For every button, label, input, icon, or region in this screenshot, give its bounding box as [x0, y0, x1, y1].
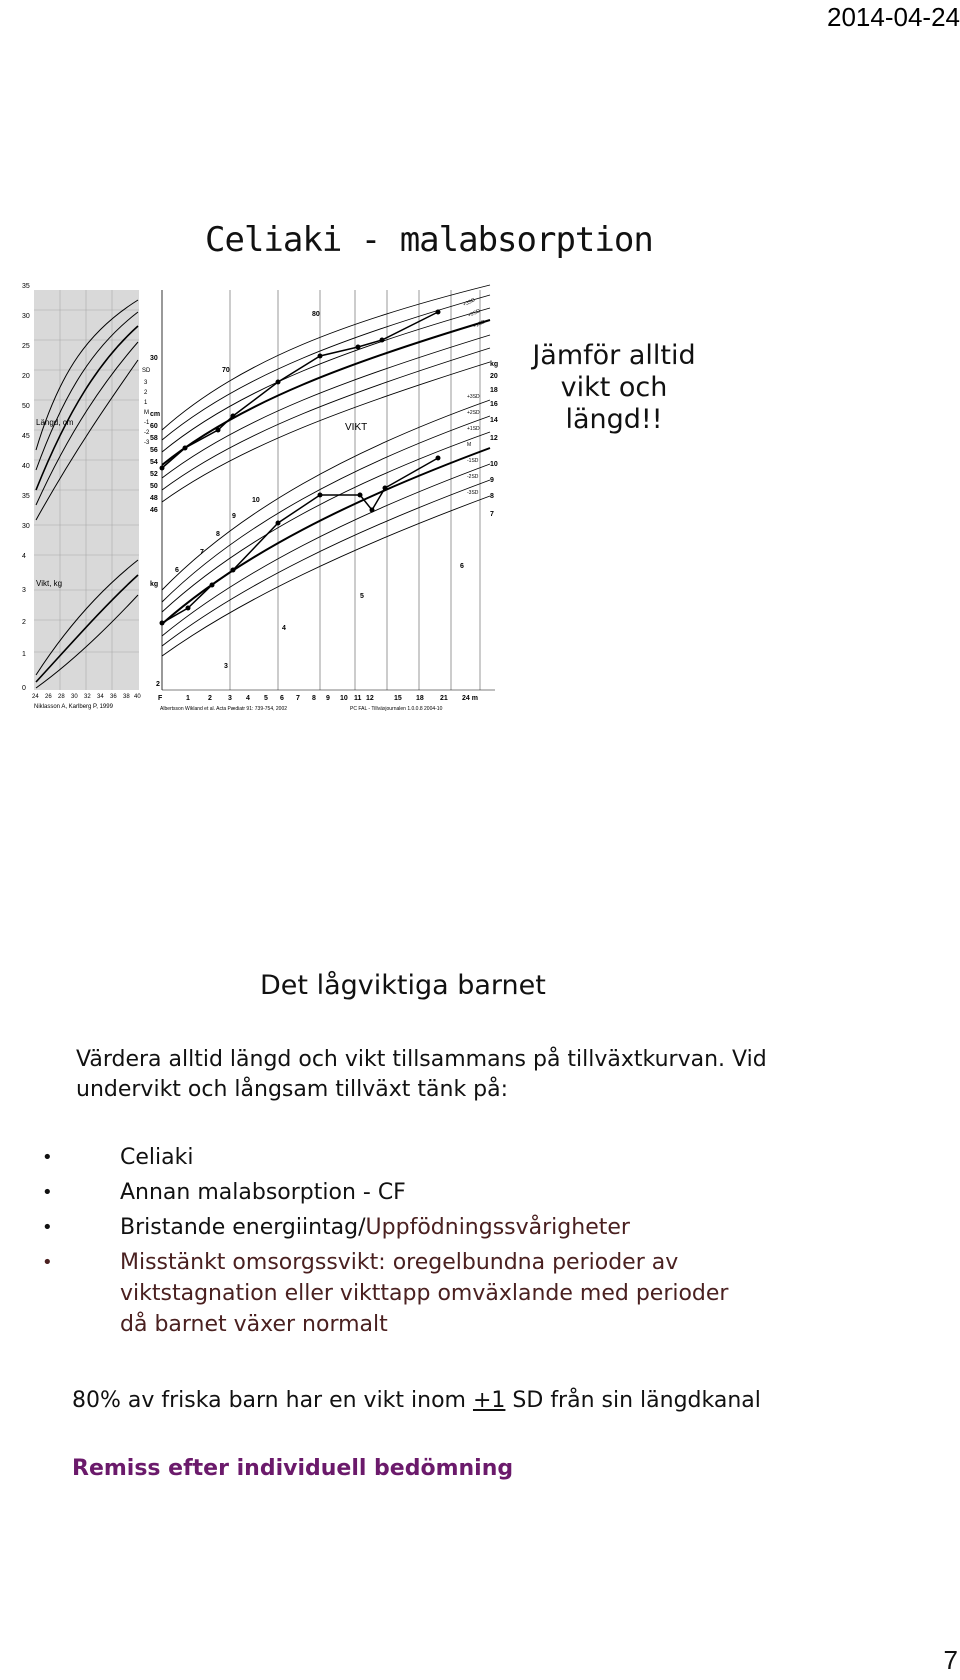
main-credit-left: Albertsson Wikland et al. Acta Pædiatr 91: 739-754, 2002: [160, 706, 288, 712]
patient-length-points: [160, 310, 441, 471]
left-weight-label: Vikt, kg: [36, 579, 63, 588]
sd-label: 2: [144, 390, 148, 396]
curve-label: -3SD: [467, 490, 479, 496]
weight-label: 9: [232, 513, 236, 520]
tick: 9: [326, 695, 330, 702]
tick: 35: [22, 283, 30, 290]
tick: 26: [45, 694, 52, 700]
weight-label: 2: [156, 681, 160, 688]
tick: 0: [22, 685, 26, 692]
curve-label: -1SD: [467, 458, 479, 464]
sd-note-plusminus: +1: [472, 1388, 506, 1413]
weight-label: kg: [490, 361, 499, 368]
curve-label: +1SD: [467, 426, 480, 432]
vikt-label: VIKT: [345, 422, 368, 433]
weight-label: 12: [490, 435, 498, 442]
main-credit-right: PC FAL - Tillväxjournalen 1.0.0.8 2004-10: [350, 706, 443, 712]
tick: 50: [22, 403, 30, 410]
main-x-ticks: [158, 695, 478, 702]
tick: 20: [22, 373, 30, 380]
length-label: 56: [150, 447, 158, 454]
weight-label: 6: [175, 567, 179, 574]
tick: 1: [186, 695, 190, 702]
list-item-text-emphasis: Uppfödningssvårigheter: [365, 1215, 630, 1240]
list-item-text: Celiaki: [120, 1145, 194, 1170]
sd-label: -2: [144, 430, 150, 436]
tick: F: [158, 695, 163, 702]
sd-label: SD: [142, 368, 151, 374]
tick: 2: [208, 695, 212, 702]
tick: 12: [366, 695, 374, 702]
list-item: [40, 1142, 760, 1173]
tick: 5: [264, 695, 268, 702]
left-y-ticks: [22, 283, 30, 692]
length-axis-labels: [150, 311, 320, 514]
weight-label: 4: [282, 625, 286, 632]
tick: 40: [134, 694, 141, 700]
weight-label: 10: [252, 497, 260, 504]
curve-label: -2SD: [467, 474, 479, 480]
header-date: 2014-04-24: [827, 2, 960, 32]
section-title: Det lågviktiga barnet: [260, 970, 546, 1001]
tick: 1: [22, 651, 26, 658]
length-label: 48: [150, 495, 158, 502]
bullet-icon: •: [42, 1217, 53, 1238]
length-label: 80: [312, 311, 320, 318]
tick: 34: [97, 694, 104, 700]
intro-text: Värdera alltid längd och vikt tillsammans på tillväxtkurvan. Vid undervikt och långsam tillväxt tänk på:: [76, 1047, 767, 1102]
tick: 2: [22, 619, 26, 626]
tick: 25: [22, 343, 30, 350]
length-label: 30: [150, 355, 158, 362]
weight-label: 20: [490, 373, 498, 380]
considerations-list: [40, 1142, 760, 1344]
tick: 21: [440, 695, 448, 702]
patient-weight-line: [162, 458, 438, 623]
left-credit: Niklasson A, Karlberg P, 1999: [34, 704, 113, 710]
weight-label: 16: [490, 401, 498, 408]
tick: 28: [58, 694, 65, 700]
curve-label: +3SD: [467, 394, 480, 400]
curve-label: +2SD: [467, 410, 480, 416]
tick: 4: [246, 695, 250, 702]
tick: 15: [394, 695, 402, 702]
weight-label: 3: [224, 663, 228, 670]
length-label: 52: [150, 471, 158, 478]
tick: 35: [22, 493, 30, 500]
growth-chart: [20, 283, 510, 760]
tick: 30: [22, 523, 30, 530]
tick: 7: [296, 695, 300, 702]
weight-label: 10: [490, 461, 498, 468]
curve-label: +2SD: [467, 308, 482, 319]
tick: 10: [340, 695, 348, 702]
length-label: 54: [150, 459, 158, 466]
tick: 30: [22, 313, 30, 320]
sd-note: [72, 1388, 761, 1413]
weight-label: kg: [150, 581, 159, 588]
list-item-text: Annan malabsorption - CF: [120, 1180, 406, 1205]
tick: 11: [354, 695, 362, 702]
weight-label: 8: [490, 493, 494, 500]
curve-label: M: [467, 442, 472, 448]
length-label: 60: [150, 423, 158, 430]
bullet-icon: •: [42, 1182, 53, 1203]
list-item: [40, 1177, 760, 1208]
weight-axis-labels-right: [460, 361, 498, 570]
slide-title: Celiaki - malabsorption: [205, 220, 653, 260]
tick: 36: [110, 694, 117, 700]
weight-label: 7: [200, 549, 204, 556]
patient-length-line: [162, 312, 438, 468]
sd-label: -3: [144, 440, 150, 446]
left-x-ticks: [32, 694, 141, 700]
tick: 45: [22, 433, 30, 440]
tick: 3: [228, 695, 232, 702]
length-curves: [162, 285, 490, 502]
length-label: 46: [150, 507, 158, 514]
weight-label: 9: [490, 477, 494, 484]
weight-curves: [162, 400, 490, 656]
compare-note: Jämför alltid vikt och längd!!: [532, 340, 696, 435]
tick: 40: [22, 463, 30, 470]
sd-label: -1: [144, 420, 150, 426]
sd-note-text-end: SD från sin längdkanal: [505, 1388, 761, 1413]
list-item-text: Bristande energiintag/: [120, 1215, 366, 1240]
length-label: 58: [150, 435, 158, 442]
weight-label: 5: [360, 593, 364, 600]
page-number: 7: [943, 1645, 958, 1675]
weight-label: 6: [460, 563, 464, 570]
sd-label: M: [144, 410, 149, 416]
curve-label: +1SD: [472, 319, 487, 330]
curve-sd-labels-weight: [467, 394, 480, 496]
length-label: 70: [222, 367, 230, 374]
tick: 4: [22, 553, 26, 560]
weight-axis-labels-left: [150, 497, 364, 688]
tick: 6: [280, 695, 284, 702]
weight-label: 18: [490, 387, 498, 394]
left-length-label: Längd, cm: [36, 418, 74, 427]
curve-sd-labels: [462, 297, 486, 330]
tick: 32: [84, 694, 91, 700]
tick: 38: [123, 694, 130, 700]
tick: 8: [312, 695, 316, 702]
curve-label: +3SD: [462, 297, 477, 309]
tick: 3: [22, 587, 26, 594]
weight-label: 14: [490, 417, 498, 424]
bullet-icon: •: [42, 1252, 53, 1273]
tick: 24 m: [462, 695, 478, 702]
weight-label: 7: [490, 511, 494, 518]
list-item: [40, 1212, 760, 1243]
referral-note: Remiss efter individuell bedömning: [72, 1456, 514, 1481]
tick: 30: [71, 694, 78, 700]
list-item: [40, 1247, 760, 1340]
tick: 24: [32, 694, 39, 700]
sd-note-text: 80% av friska barn har en vikt inom: [72, 1388, 473, 1413]
sd-label: 1: [144, 400, 148, 406]
tick: 18: [416, 695, 424, 702]
main-grid: [162, 290, 495, 690]
sd-label: 3: [144, 380, 148, 386]
list-item-text: Misstänkt omsorgssvikt: oregelbundna perioder av viktstagnation eller vikttapp omväxlande med perioder då barnet växer normalt: [120, 1250, 729, 1337]
bullet-icon: •: [42, 1147, 53, 1168]
weight-label: 8: [216, 531, 220, 538]
length-label: cm: [150, 411, 161, 418]
length-label: 50: [150, 483, 158, 490]
